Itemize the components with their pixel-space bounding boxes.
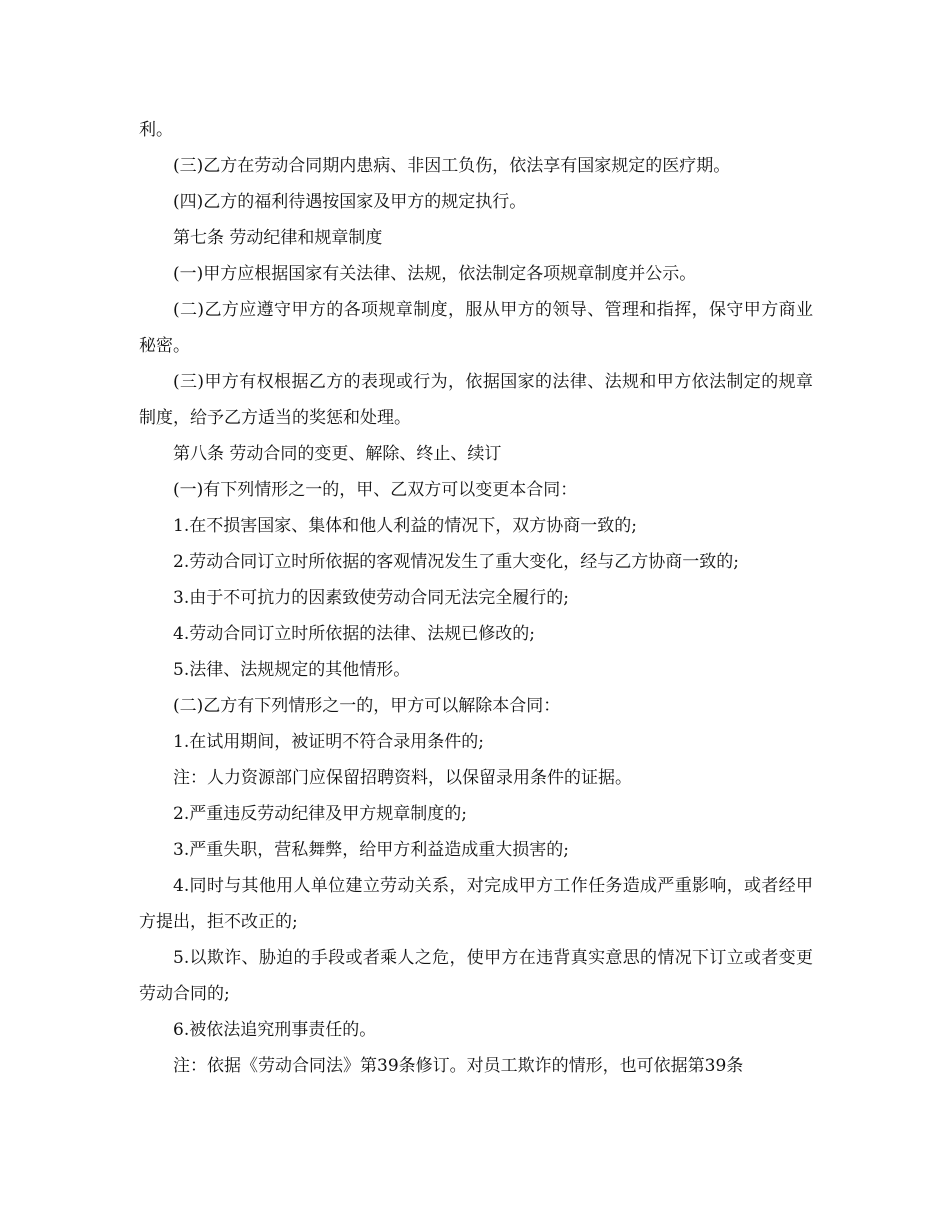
clause-8-1-item-1: 1.在不损害国家、集体和他人利益的情况下，双方协商一致的; [173,516,637,536]
clause-8-1: (一)有下列情形之一的，甲、乙双方可以变更本合同： [173,480,578,500]
clause-8-2: (二)乙方有下列情形之一的，甲方可以解除本合同： [173,696,561,716]
clause-8-2-item-6: 6.被依法追究刑事责任的。 [173,1020,377,1040]
clause-7-3: (三)甲方有权根据乙方的表现或行为，依据国家的法律、法规和甲方依法制定的规章制度，给予乙方适当的奖惩和处理。 [139,372,813,428]
clause-8-2-item-1: 1.在试用期间，被证明不符合录用条件的; [173,732,484,752]
clause-8-2-item-5: 5.以欺诈、胁迫的手段或者乘人之危，使甲方在违背真实意思的情况下订立或者变更劳动合同的; [139,948,813,1004]
clause-7-1: (一)甲方应根据国家有关法律、法规，依法制定各项规章制度并公示。 [173,264,697,284]
article-7-heading: 第七条 劳动纪律和规章制度 [173,228,383,248]
clause-7-2: (二)乙方应遵守甲方的各项规章制度，服从甲方的领导、管理和指挥，保守甲方商业秘密。 [139,300,813,356]
clause-6-4: (四)乙方的福利待遇按国家及甲方的规定执行。 [173,192,527,212]
clause-8-1-item-4: 4.劳动合同订立时所依据的法律、法规已修改的; [173,624,535,644]
note-article-39: 注：依据《劳动合同法》第39条修订。对员工欺诈的情形，也可依据第39条 [173,1056,744,1076]
clause-8-2-item-3: 3.严重失职，营私舞弊，给甲方利益造成重大损害的; [173,840,569,860]
document-body [139,112,813,1084]
clause-6-3: (三)乙方在劳动合同期内患病、非因工负伤，依法享有国家规定的医疗期。 [173,156,731,176]
note-recruitment: 注：人力资源部门应保留招聘资料，以保留录用条件的证据。 [173,768,632,788]
clause-8-1-item-3: 3.由于不可抗力的因素致使劳动合同无法完全履行的; [173,588,569,608]
clause-8-1-item-5: 5.法律、法规规定的其他情形。 [173,660,411,680]
clause-8-2-item-2: 2.严重违反劳动纪律及甲方规章制度的; [173,804,467,824]
paragraph-continuation: 利。 [139,120,173,140]
article-8-heading: 第八条 劳动合同的变更、解除、终止、续订 [173,444,502,464]
clause-8-2-item-4: 4.同时与其他用人单位建立劳动关系，对完成甲方工作任务造成严重影响，或者经甲方提出，拒不改正的; [139,876,813,932]
clause-8-1-item-2: 2.劳动合同订立时所依据的客观情况发生了重大变化，经与乙方协商一致的; [173,552,739,572]
